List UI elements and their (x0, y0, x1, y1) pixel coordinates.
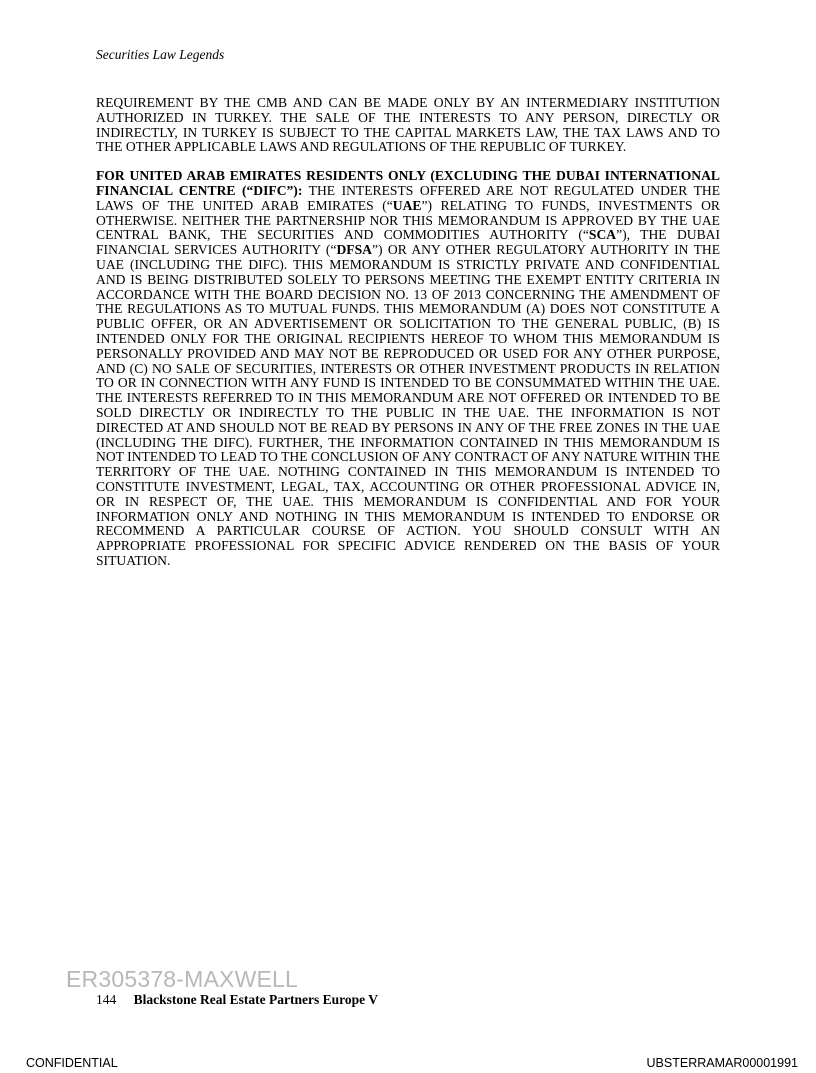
uae-heading: FOR UNITED ARAB EMIRATES RESIDENTS ONLY (EXCLUDING THE DUBAI INTERNATIONAL FINANCIAL CENTRE (“DIFC”): (96, 168, 720, 198)
section-header: Securities Law Legends (96, 47, 225, 62)
term-uae: UAE (392, 197, 422, 213)
page-number: 144 (96, 992, 117, 1007)
uae-text-part2: ”) RELATING TO FUNDS, INVESTMENTS OR OTHERWISE. NEITHER THE PARTNERSHIP NOR THIS MEMORANDUM IS APPROVED BY THE UAE CENTRAL BANK, THE SECURITIES AND COMMODITIES AUTHORITY (“ (96, 197, 720, 243)
term-dfsa: DFSA (336, 242, 372, 258)
uae-text-part4: ”) OR ANY OTHER REGULATORY AUTHORITY IN THE UAE (INCLUDING THE DIFC). THIS MEMORANDUM IS STRICTLY PRIVATE AND CONFIDENTIAL AND IS BEING DISTRIBUTED SOLELY TO PERSONS MEETING THE EXEMPT ENTITY CRITERIA IN ACCORDANCE WITH THE BOARD DECISION NO. 13 OF 2013 CONCERNING THE AMENDMENT OF THE REGULATIONS AS TO MUTUAL FUNDS. THIS MEMORANDUM (A) DOES NOT CONSTITUTE A PUBLIC OFFER, OR AN ADVERTISEMENT OR SOLICITATION TO THE GENERAL PUBLIC, (B) IS INTENDED ONLY FOR THE ORIGINAL RECIPIENTS HEREOF TO WHOM THIS MEMORANDUM IS PERSONALLY PROVIDED AND MAY NOT BE REPRODUCED OR USED FOR ANY OTHER PURPOSE, AND (C) NO SALE OF SECURITIES, INTERESTS OR OTHER INVESTMENT PRODUCTS IN RELATION TO OR IN CONNECTION WITH ANY FUND IS INTENDED TO BE CONSUMMATED WITHIN THE UAE. THE INTERESTS REFERRED TO IN THIS MEMORANDUM ARE NOT OFFERED OR INTENDED TO BE SOLD DIRECTLY OR INDIRECTLY TO THE PUBLIC IN THE UAE. THE INFORMATION IS NOT DIRECTED AT AND SHOULD NOT BE READ BY PERSONS IN ANY OF THE FREE ZONES IN THE UAE (INCLUDING THE DIFC). FURTHER, THE INFORMATION CONTAINED IN THIS MEMORANDUM IS NOT INTENDED TO LEAD TO THE CONCLUSION OF ANY CONTRACT OF ANY NATURE WITHIN THE TERRITORY OF THE UAE. NOTHING CONTAINED IN THIS MEMORANDUM IS INTENDED TO CONSTITUTE INVESTMENT, LEGAL, TAX, ACCOUNTING OR OTHER PROFESSIONAL ADVICE IN, OR IN RESPECT OF, THE UAE. THIS MEMORANDUM IS CONFIDENTIAL AND FOR YOUR INFORMATION ONLY AND NOTHING IN THIS MEMORANDUM IS INTENDED TO ENDORSE OR RECOMMEND A PARTICULAR COURSE OF ACTION. YOU SHOULD CONSULT WITH AN APPROPRIATE PROFESSIONAL FOR SPECIFIC ADVICE RENDERED ON THE BASIS OF YOUR SITUATION. (96, 242, 720, 568)
watermark-stamp: ER305378-MAXWELL (66, 966, 299, 992)
uae-text-part1: THE INTERESTS OFFERED ARE NOT REGULATED UNDER THE LAWS OF THE UNITED ARAB EMIRATES (“ (96, 182, 720, 213)
turkey-paragraph: REQUIREMENT BY THE CMB AND CAN BE MADE ONLY BY AN INTERMEDIARY INSTITUTION AUTHORIZED IN TURKEY. THE SALE OF THE INTERESTS TO ANY PERSON, DIRECTLY OR INDIRECTLY, IN TURKEY IS SUBJECT TO THE CAPITAL MARKETS LAW, THE TAX LAWS AND TO THE OTHER APPLICABLE LAWS AND REGULATIONS OF THE REPUBLIC OF TURKEY. (96, 95, 720, 155)
document-body (96, 96, 720, 569)
confidential-label: CONFIDENTIAL (26, 1056, 118, 1070)
uae-paragraph (96, 169, 720, 569)
footer-title: Blackstone Real Estate Partners Europe V (133, 992, 378, 1007)
page-footer (96, 992, 378, 1008)
uae-text-part3: ”), THE DUBAI FINANCIAL SERVICES AUTHORITY (“ (96, 227, 720, 258)
bates-number: UBSTERRAMAR00001991 (646, 1056, 798, 1070)
term-sca: SCA (588, 227, 617, 243)
